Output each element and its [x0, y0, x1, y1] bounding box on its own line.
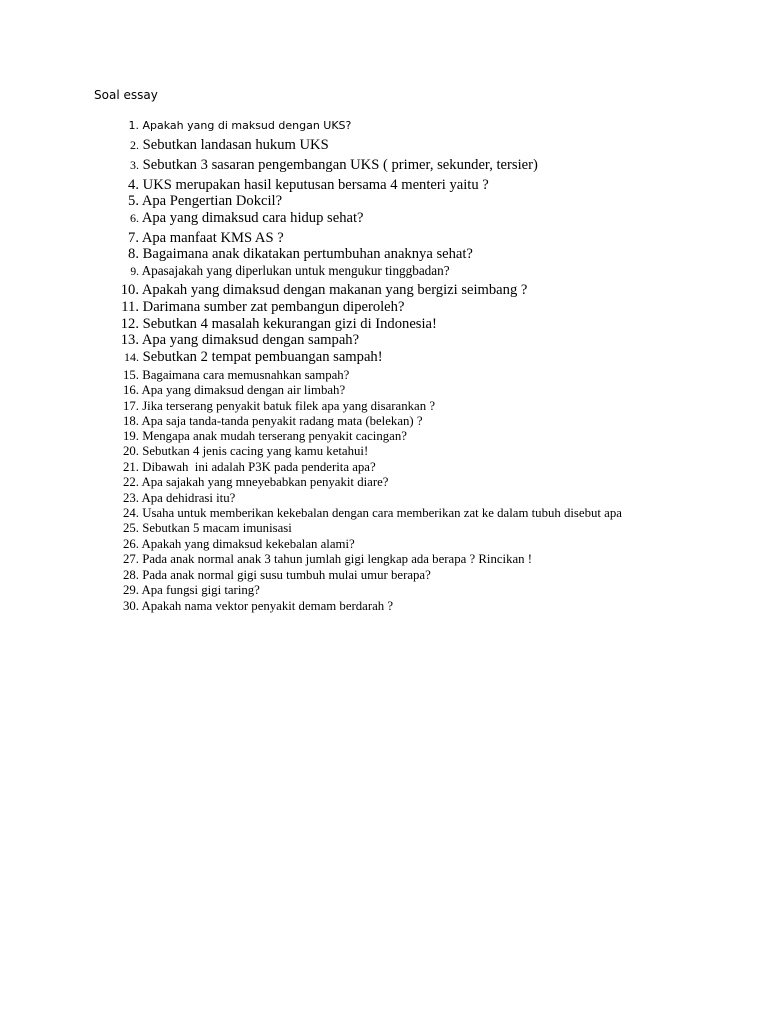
item-text: UKS merupakan hasil keputusan bersama 4 menteri yaitu ? — [142, 177, 489, 193]
item-number: 18. — [123, 414, 139, 428]
item-text: Apa yang dimaksud dengan air limbah? — [141, 383, 346, 397]
item-number: 15. — [123, 368, 139, 382]
list-item — [108, 332, 359, 349]
item-text: Apakah nama vektor penyakit demam berdarah ? — [141, 599, 394, 613]
item-text: Pada anak normal gigi susu tumbuh mulai umur berapa? — [142, 568, 431, 582]
item-text: Apa dehidrasi itu? — [141, 491, 236, 505]
item-number: 2. — [130, 138, 139, 152]
list-item — [108, 263, 450, 280]
item-text: Apa sajakah yang mneyebabkan penyakit diare? — [141, 475, 389, 489]
list-item — [108, 177, 489, 194]
item-number: 20. — [123, 444, 139, 458]
list-item — [108, 491, 235, 506]
item-text: Mengapa anak mudah terserang penyakit cacingan? — [142, 429, 407, 443]
item-text: Apasajakah yang diperlukan untuk mengukur tinggbadan? — [141, 263, 450, 278]
item-text: Sebutkan 4 jenis cacing yang kamu ketahui! — [142, 444, 369, 458]
list-item — [108, 399, 435, 414]
list-item — [108, 552, 532, 567]
item-number: 28. — [123, 568, 139, 582]
list-item — [108, 460, 376, 475]
list-item — [108, 157, 538, 174]
item-number: 14. — [124, 350, 139, 364]
item-number: 4. — [128, 177, 139, 193]
item-number: 8. — [128, 246, 139, 262]
item-text: Apa manfaat KMS AS ? — [141, 230, 284, 246]
item-number: 1. — [128, 119, 139, 132]
item-number: 25. — [123, 521, 139, 535]
item-number: 26. — [123, 537, 139, 551]
item-text: Sebutkan 4 masalah kekurangan gizi di Indonesia! — [142, 316, 437, 332]
list-item — [108, 537, 355, 552]
item-text: Apa yang dimaksud dengan sampah? — [141, 332, 360, 348]
item-number: 13. — [120, 332, 139, 348]
item-text: Sebutkan 5 macam imunisasi — [142, 521, 292, 535]
list-item — [108, 506, 622, 521]
item-number: 11. — [121, 299, 139, 315]
item-text: Apa yang dimaksud cara hidup sehat? — [141, 210, 364, 226]
item-text: Jika terserang penyakit batuk filek apa yang disarankan ? — [142, 399, 435, 413]
item-text: Darimana sumber zat pembangun diperoleh? — [142, 299, 405, 315]
item-number: 21. — [123, 460, 139, 474]
list-item — [108, 521, 292, 536]
item-text: Apa saja tanda-tanda penyakit radang mata (belekan) ? — [141, 414, 423, 428]
list-item — [108, 299, 404, 316]
list-item — [108, 583, 260, 598]
item-number: 9. — [130, 266, 139, 278]
item-text: Bagaimana cara memusnahkan sampah? — [142, 368, 350, 382]
list-item — [108, 368, 349, 383]
item-number: 10. — [120, 282, 139, 298]
item-number: 23. — [123, 491, 139, 505]
list-item — [108, 119, 351, 133]
item-number: 22. — [123, 475, 139, 489]
item-text: Pada anak normal anak 3 tahun jumlah gigi lengkap ada berapa ? Rincikan ! — [142, 552, 533, 566]
item-text: Apa fungsi gigi taring? — [141, 583, 260, 597]
item-number: 27. — [123, 552, 139, 566]
list-item — [108, 210, 364, 227]
list-item — [108, 137, 329, 154]
item-text: Apa Pengertian Dokcil? — [141, 193, 283, 209]
list-item — [108, 230, 284, 247]
list-item — [108, 444, 368, 459]
item-number: 17. — [123, 399, 139, 413]
page-title: Soal essay — [94, 88, 158, 102]
item-text: Apakah yang dimaksud kekebalan alami? — [141, 537, 355, 551]
list-item — [108, 282, 527, 299]
item-text: Sebutkan 3 sasaran pengembangan UKS ( primer, sekunder, tersier) — [142, 157, 538, 173]
list-item — [108, 349, 383, 366]
item-number: 19. — [123, 429, 139, 443]
item-number: 3. — [130, 158, 139, 172]
item-number: 29. — [123, 583, 139, 597]
list-item — [108, 246, 473, 263]
item-text: Usaha untuk memberikan kekebalan dengan cara memberikan zat ke dalam tubuh disebut apa — [142, 506, 622, 520]
item-text: Apakah yang dimaksud dengan makanan yang bergizi seimbang ? — [141, 282, 528, 298]
item-number: 5. — [128, 193, 139, 209]
item-number: 16. — [123, 383, 139, 397]
list-item — [108, 414, 423, 429]
item-number: 30. — [123, 599, 139, 613]
item-number: 12. — [120, 316, 139, 332]
item-text: Sebutkan landasan hukum UKS — [142, 137, 329, 153]
list-item — [108, 383, 345, 398]
item-number: 6. — [130, 211, 139, 225]
list-item — [108, 193, 282, 210]
list-item — [108, 475, 388, 490]
list-item — [108, 599, 393, 614]
list-item — [108, 429, 407, 444]
list-item — [108, 316, 437, 333]
item-number: 24. — [123, 506, 139, 520]
item-text: Bagaimana anak dikatakan pertumbuhan anaknya sehat? — [142, 246, 473, 262]
item-text: Apakah yang di maksud dengan UKS? — [142, 119, 352, 132]
item-text: Sebutkan 2 tempat pembuangan sampah! — [142, 349, 383, 365]
item-text: Dibawah ini adalah P3K pada penderita apa? — [142, 460, 376, 474]
item-number: 7. — [128, 230, 139, 246]
list-item — [108, 568, 431, 583]
